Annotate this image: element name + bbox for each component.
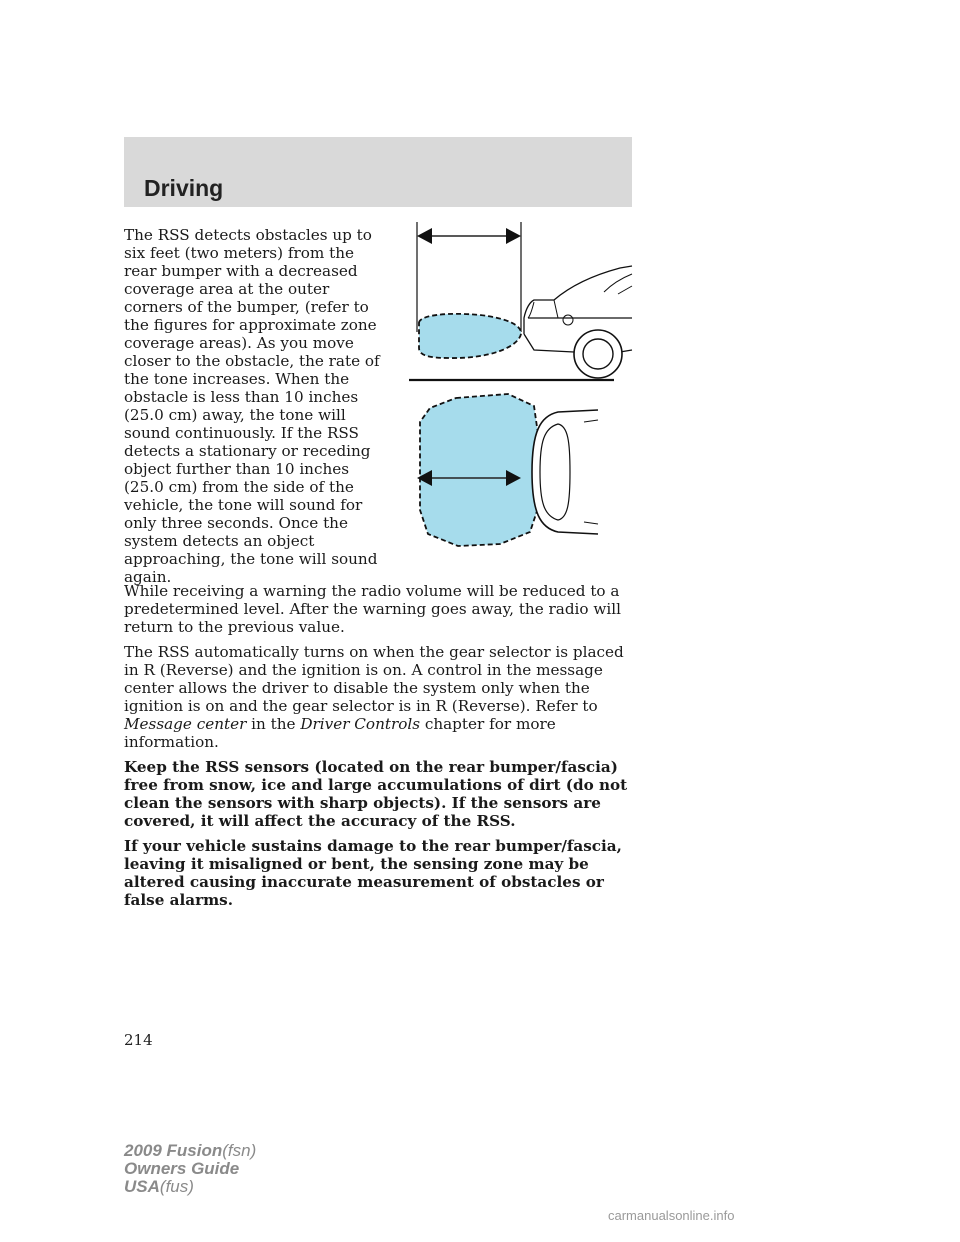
bumper-damage-warning: If your vehicle sustains damage to the rear bumper/fascia, leaving it misaligned or bent, the sensing zone may be altered causing inaccurate measurement of obstacles or false alarms.: [124, 837, 622, 909]
main-text: [124, 582, 634, 916]
footer-region: USA: [124, 1177, 160, 1196]
arrow-head-right-icon: [506, 228, 521, 244]
footer-region-code: (fus): [159, 1177, 194, 1196]
sensor-care-warning: Keep the RSS sensors (located on the rear bumper/fascia) free from snow, ice and large accumulations of dirt (do not clean the sensors with sharp objects). If the sensors are covered, it will affect the accuracy of the RSS.: [124, 758, 628, 830]
arrow-head-left-icon: [417, 228, 432, 244]
intro-paragraph: The RSS detects obstacles up to six feet (two meters) from the rear bumper with a decreased coverage area at the outer corners of the bumper, (refer to the figures for approximate zone coverage areas). As you move closer to the obstacle, the rate of the tone increases. When the obstacle is less than 10 inches (25.0 cm) away, the tone will sound continuously. If the RSS detects a stationary or receding object further than 10 inches (25.0 cm) from the side of the vehicle, the tone will sound for only three seconds. Once the system detects an object approaching, the tone will sound again.: [124, 226, 380, 586]
message-center-reference: Message center: [124, 715, 247, 733]
section-title: Driving: [144, 175, 224, 201]
radio-volume-paragraph: While receiving a warning the radio volume will be reduced to a predetermined level. After the warning goes away, the radio will return to the previous value.: [124, 582, 621, 636]
document-footer: [124, 1142, 256, 1196]
badge-circle-icon: [563, 315, 573, 325]
rss-coverage-illustration: [408, 222, 634, 554]
top-detection-zone: [420, 394, 538, 546]
intro-column: [124, 226, 386, 586]
rear-wheel-icon: [574, 330, 622, 378]
side-view-diagram: [409, 222, 632, 380]
page-number: 214: [124, 1031, 153, 1049]
rss-coverage-figure: [408, 222, 634, 554]
section-header-band: [124, 137, 632, 207]
side-detection-zone: [419, 314, 521, 358]
footer-model-code: (fsn): [222, 1141, 257, 1160]
footer-guide: Owners Guide: [124, 1159, 240, 1178]
auto-on-text-after: chapter for more information.: [124, 715, 556, 751]
auto-on-text-before: The RSS automatically turns on when the gear selector is placed in R (Reverse) and the ignition is on. A control in the message center allows the driver to disable the system only when the ignition is on and the gear selector is in R (Reverse). Refer to: [124, 643, 624, 715]
footer-model-line: [124, 1142, 256, 1160]
top-view-diagram: [417, 394, 598, 546]
trunk-lines: [528, 300, 558, 318]
footer-model: 2009 Fusion: [124, 1141, 223, 1160]
driver-controls-reference: Driver Controls: [300, 715, 421, 733]
rear-window-lines: [604, 274, 632, 294]
watermark: carmanualsonline.info: [608, 1208, 735, 1223]
auto-on-paragraph: [124, 643, 634, 751]
footer-region-line: [124, 1178, 256, 1196]
auto-on-text-middle: in the: [246, 715, 301, 733]
